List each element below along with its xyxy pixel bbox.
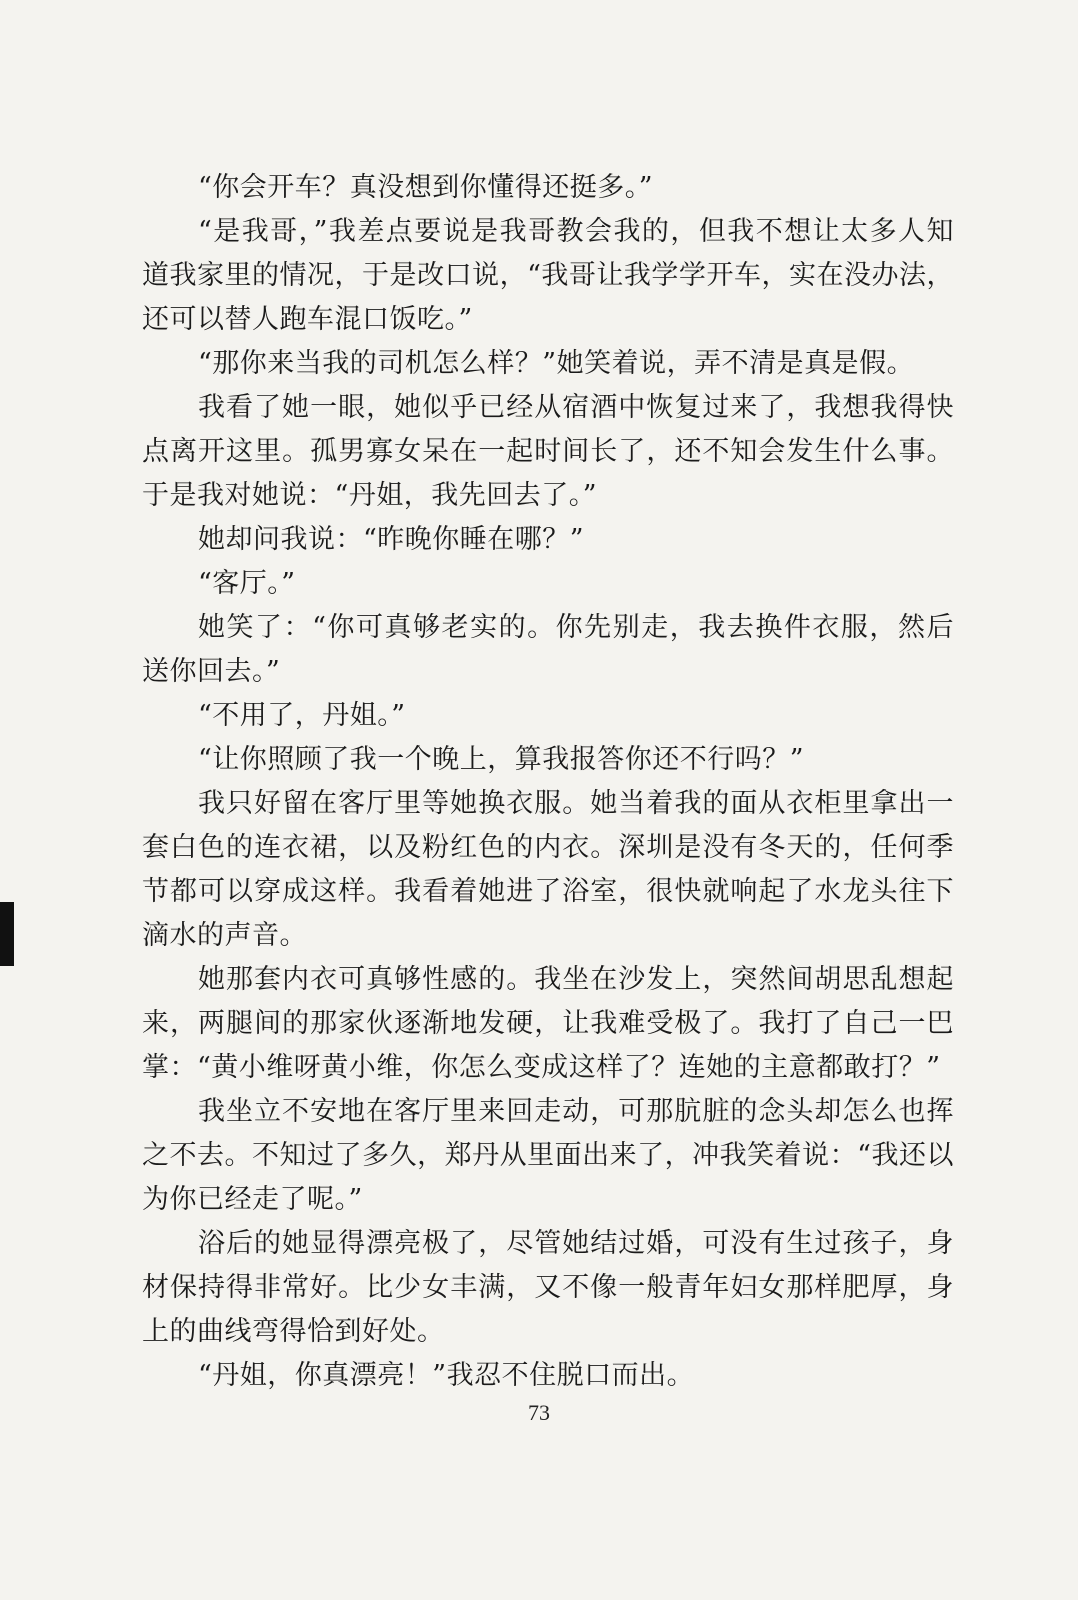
paragraph: 她却问我说：“昨晚你睡在哪？” xyxy=(198,524,585,555)
paragraph: 我坐立不安地在客厅里来回走动，可那肮脏的念头却怎么也挥之不去。不知过了多久，郑丹从里面出来了，冲我笑着说：“我还以为你已经走了呢。” xyxy=(142,1096,954,1215)
paragraph: “那你来当我的司机怎么样？”她笑着说，弄不清是真是假。 xyxy=(198,348,915,379)
paragraph: “不用了，丹姐。” xyxy=(198,700,406,731)
paragraph: “是我哥，”我差点要说是我哥教会我的，但我不想让太多人知道我家里的情况，于是改口说，“我哥让我学学开车，实在没办法，还可以替人跑车混口饭吃。” xyxy=(142,216,954,335)
paragraph: “你会开车？真没想到你懂得还挺多。” xyxy=(198,172,654,203)
paragraph: 她笑了：“你可真够老实的。你先别走，我去换件衣服，然后送你回去。” xyxy=(142,612,954,687)
paragraph: “丹姐，你真漂亮！”我忍不住脱口而出。 xyxy=(198,1360,695,1391)
paragraph: 她那套内衣可真够性感的。我坐在沙发上，突然间胡思乱想起来，两腿间的那家伙逐渐地发硬，让我难受极了。我打了自己一巴掌：“黄小维呀黄小维，你怎么变成这样了？连她的主意都敢打？” xyxy=(142,964,954,1083)
paragraph: 我只好留在客厅里等她换衣服。她当着我的面从衣柜里拿出一套白色的连衣裙，以及粉红色的内衣。深圳是没有冬天的，任何季节都可以穿成这样。我看着她进了浴室，很快就响起了水龙头往下滴水的声音。 xyxy=(142,788,954,951)
paragraph: “客厅。” xyxy=(198,568,296,599)
paragraph: “让你照顾了我一个晚上，算我报答你还不行吗？” xyxy=(198,744,805,775)
paragraph: 我看了她一眼，她似乎已经从宿酒中恢复过来了，我想我得快点离开这里。孤男寡女呆在一起时间长了，还不知会发生什么事。于是我对她说：“丹姐，我先回去了。” xyxy=(142,392,954,511)
body-text xyxy=(142,166,954,1398)
page-number: 73 xyxy=(528,1400,550,1425)
paragraph: 浴后的她显得漂亮极了，尽管她结过婚，可没有生过孩子，身材保持得非常好。比少女丰满，又不像一般青年妇女那样肥厚，身上的曲线弯得恰到好处。 xyxy=(142,1228,954,1347)
scan-edge-mark xyxy=(0,902,14,966)
